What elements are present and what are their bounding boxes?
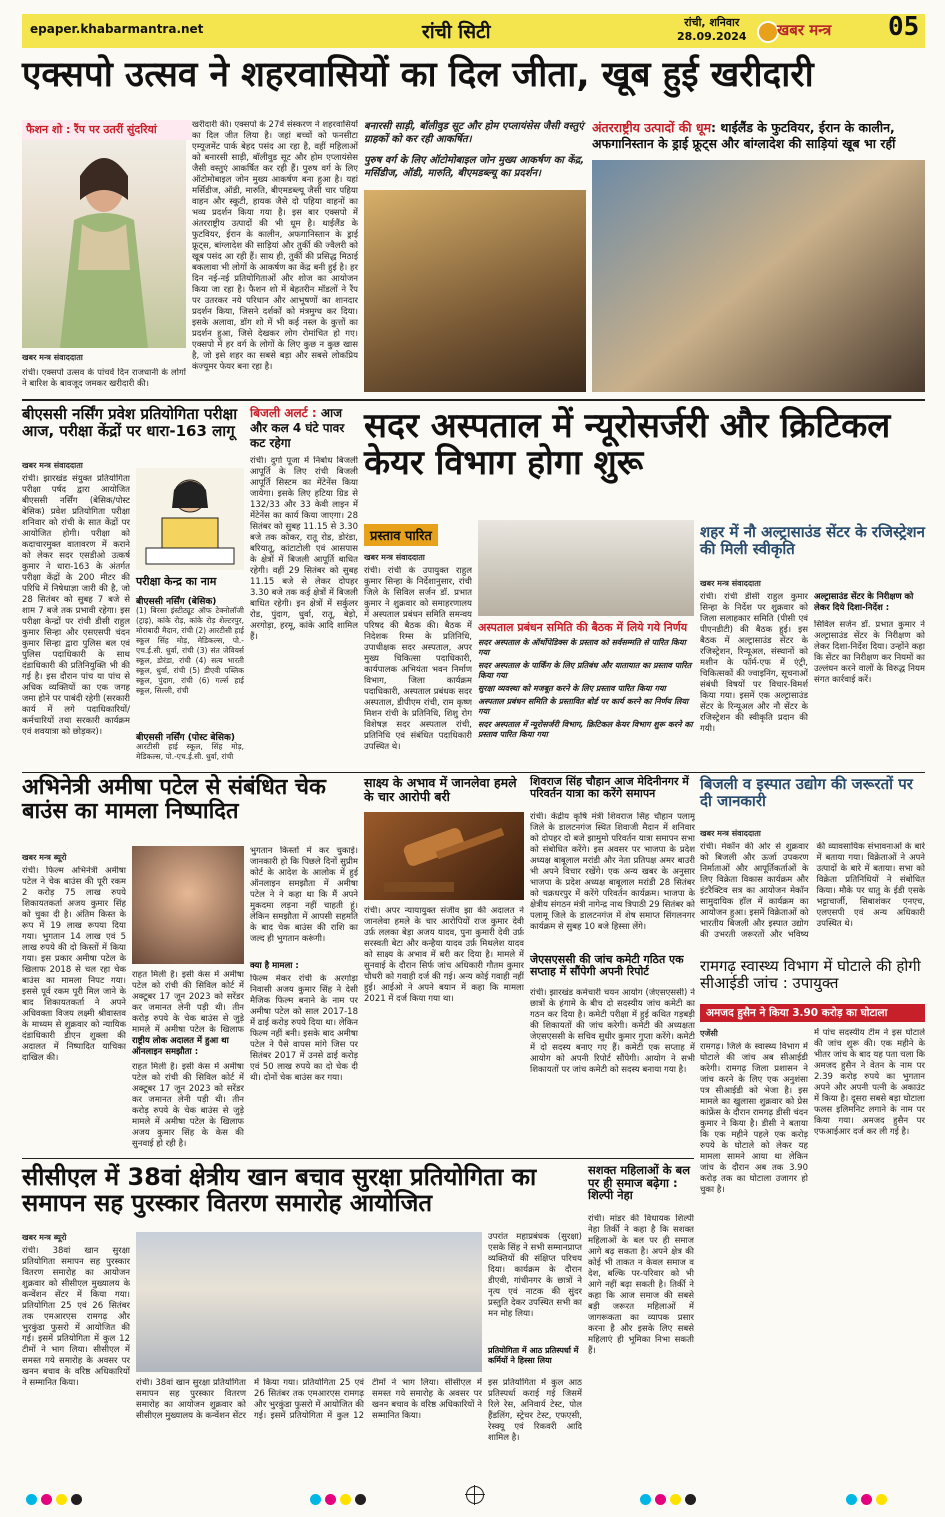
student-writing-icon [136, 468, 244, 570]
nursing-illustration [136, 468, 244, 570]
nursing-basic-title: बीएससी नर्सिंग (बेसिक) [136, 597, 217, 607]
ameesha-body-left3: राहत मिली है। इसी केस में अमीषा पटेल को रांची की सिविल कोर्ट में अक्टूबर 17 जून 2023 को सरेंडर कर जमानत लेनी पड़ी थी। तीन करोड़ रुपये के चेक बाउंस से जुड़े मामले में अमीषा पटेल के खिलाफ अजय कुमार सिंह के केस की सुनवाई हो रही है। [132, 1062, 244, 1149]
black-dot [355, 1494, 366, 1505]
expo-bullet-1: बनारसी साड़ी, बॉलीवुड सूट और होम एप्लायंसेस जैसी वस्तुएं ग्राहकों को कर रही आकर्षित। [364, 121, 584, 145]
ultrasound-subhead: अल्ट्रासाउंड सेंटर के निरीक्षण को लेकर दिये दिशा-निर्देश : [814, 592, 914, 613]
ramgarh-byline: एजेंसी [700, 1029, 718, 1038]
ultrasound-byline: खबर मन्त्र संवाददाता [700, 579, 761, 588]
nursing-post-list: आरटीसी हाई स्कूल, सिंह मोड़, मेडिकल्स, पो.-एच.ई.सी. धुर्वा, रांची [136, 742, 244, 761]
court-headline: साक्ष्य के अभाव में जानलेवा हमले के चार आरोपी बरी [364, 775, 517, 804]
women-headline: सशक्त महिलाओं के बल पर ही समाज बढ़ेगा : शिल्पी नेहा [588, 1163, 691, 1203]
shivraj-headline: शिवराज सिंह चौहान आज मेदिनीनगर में परिवर्तन यात्रा का करेंगे समापन [530, 775, 689, 801]
brand-name: खबर मन्त्र [777, 21, 832, 39]
dateline-date: 28.09.2024 [677, 30, 747, 43]
magenta-dot [41, 1494, 52, 1505]
ultrasound-body-2: सिविल सर्जन डॉ. प्रभात कुमार ने अल्ट्रासाउंड सेंटर के निरीक्षण को लेकर दिशा-निर्देश दिया। उन्होंने कहा कि सेंटर का निरीक्षण कर नियमों का उल्लंघन करने वालों के विरुद्ध नियम संगत कार्रवाई करें। [814, 620, 925, 685]
sadar-byline: खबर मन्त्र संवाददाता [364, 553, 425, 562]
sadar-decision-item: सदर अस्पताल में न्यूरोसर्जरी विभाग, क्रिटिकल केयर विभाग शुरू करने का प्रस्ताव पारित किया गया [478, 720, 693, 739]
brand-logo-icon [757, 21, 779, 43]
gavel-icon [364, 812, 524, 900]
nursing-body: रांची। झारखंड संयुक्त प्रतियोगिता परीक्षा पर्षद द्वारा आयोजित बीएससी नर्सिंग (बेसिक/पोस्ट बेसिक) प्रवेश प्रतियोगिता परीक्षा शनिवार को रांची के सात केंद्रों पर आयोजित होगी। परीक्षा को कदाचारमुक्त वातावरण में कराने को लेकर सदर एसडीओ उत्कर्ष कुमार ने धारा-163 के अंतर्गत परीक्षा केंद्रों के 200 मीटर की परिधि में निषेधाज्ञा जारी की है, जो 28 सितंबर को सुबह 7 बजे से शाम 7 बजे तक प्रभावी रहेगा। इस परीक्षा केन्द्रों पर रांची डीसी राहुल कुमार सिन्हा और एसएसपी चंदन कुमार सिन्हा द्वारा पुलिस बल एवं पुलिस पदाधिकारी के साथ दंडाधिकारी की प्रतिनियुक्ति भी की गई है। इस दौरान पांच या पांच से अधिक व्यक्तियों का एक जगह जमा होने पर पाबंदी रहेगी (सरकारी कार्य में लगे पदाधिकारियों/कर्मचारियों तथा सरकारी कार्यक्रम एवं शवयात्रा को छोड़कर)। [22, 474, 130, 737]
ramgarh-body: रामगढ़। जिले के स्वास्थ्य विभाग में घोटाले की जांच अब सीआईडी करेगी। रामगढ़ जिला प्रशासन ने जांच करने के लिए एक अनुशंसा पत्र सीआईडी को भेजा है। इस मामले का खुलासा शुक्रवार को प्रेस कांफ्रेंस के दौरान रामगढ़ डीसी चंदन कुमार ने किया है। डीसी ने बताया कि एक महीने पहले एक करोड़ रुपये के घोटाले को लेकर यह मामला सामने आया था लेकिन जांच के दौरान अब तक 3.90 करोड़ तक का घोटाला उजागर हो चुका है। [700, 1042, 808, 1195]
masthead-bar [22, 14, 925, 48]
ccl-body: रांची। 38वां खान सुरक्षा प्रतियोगिता समापन सह पुरस्कार वितरण समारोह का आयोजन शुक्रवार को सीसीएल मुख्यालय के कन्वेंशन सेंटर में किया गया। प्रतियोगिता 25 एवं 26 सितंबर तक एमआरएस रामगढ़ और भुरकुंडा फुसरो में आयोजित की गई। इसमें प्रतियोगिता में कुल 12 टीमों ने भाग लिया। सीसीएल में समस्त गये समारोह के अवसर पर खनन बचाव के वरिष्ठ अधिकारियों ने सम्मानित किया। [22, 1246, 130, 1388]
ccl-byline: खबर मन्त्र ब्यूरो [22, 1233, 67, 1242]
page-number: 05 [888, 12, 920, 42]
sadar-decision-item: सदर अस्पताल के ऑर्थोपेडिक्स के प्रस्ताव को सर्वसम्मति से पारित किया गया [478, 638, 686, 657]
sadar-decision-item: सुरक्षा व्यवस्था को मजबूत करने के लिए प्रस्ताव पारित किया गया [478, 684, 666, 693]
sadar-meeting-photo [478, 520, 694, 616]
black-dot [685, 1494, 696, 1505]
color-registration-dots-far-right [846, 1490, 891, 1509]
nursing-headline: बीएससी नर्सिंग प्रवेश प्रतियोगिता परीक्षा आज, परीक्षा केंद्रों पर धारा-163 लागू [22, 405, 238, 440]
expo-bullet-2: पुरुष वर्ग के लिए ऑटोमोबाइल जोन मुख्य आकर्षण का केंद्र, मर्सिडीज, ऑडी, मारुति, बीएमडब्ल्यू का प्रदर्शन। [364, 155, 585, 179]
expo-byline: खबर मन्त्र संवाददाता [22, 353, 83, 362]
ccl-body-2: रांची। 38वां खान सुरक्षा प्रतियोगिता समापन सह पुरस्कार वितरण समारोह का आयोजन शुक्रवार को सीसीएल मुख्यालय के कन्वेंशन सेंटर में किया गया। प्रतियोगिता 25 एवं 26 सितंबर तक एमआरएस रामगढ़ और भुरकुंडा फुसरो में आयोजित की गई। इसमें प्रतियोगिता में कुल 12 टीमों ने भाग लिया। सीसीएल में समस्त गये समारोह के अवसर पर खनन बचाव के वरिष्ठ अधिकारियों ने सम्मानित किया। [136, 1378, 482, 1421]
color-registration-dots-mid [310, 1490, 370, 1509]
ameesha-photo [132, 846, 244, 964]
intl-products-text: : थाईलैंड के फुटवियर, ईरान के कालीन, अफगानिस्तान के ड्राई फ्रूट्स और बांग्लादेश की साड़ियां खूब भा रहीं [592, 120, 896, 151]
ameesha-headline: अभिनेत्री अमीषा पटेल से संबंधित चेक बाउंस का मामला निष्पादित [22, 775, 326, 825]
section-divider [22, 1158, 694, 1159]
yellow-dot [340, 1494, 351, 1505]
ccl-ceremony-photo [136, 1232, 482, 1372]
intl-products-caption [592, 120, 925, 156]
magenta-dot [861, 1494, 872, 1505]
color-registration-dots-left [26, 1490, 86, 1509]
gavel-photo [364, 812, 524, 900]
sadar-headline: सदर अस्पताल में न्यूरोसर्जरी और क्रिटिकल केयर विभाग होगा शुरू [364, 406, 891, 484]
cyan-dot [26, 1494, 37, 1505]
cyan-dot [310, 1494, 321, 1505]
expo-headline: एक्सपो उत्सव ने शहरवासियों का दिल जीता, खूब हुई खरीदारी [22, 55, 814, 95]
dateline [677, 16, 747, 44]
site-url[interactable]: epaper.khabarmantra.net [30, 22, 204, 36]
ameesha-byline: खबर मन्त्र ब्यूरो [22, 853, 67, 862]
yellow-dot [56, 1494, 67, 1505]
court-body: रांची। अपर न्यायायुक्त संजीव झा की अदालत ने जानलेवा हमले के चार आरोपियों राज कुमार देवी उर्फ़ ललका बेड़ा अजय यादव, पुना कुमारी देवी उर्फ़ सरस्वती बेटा और कन्हैया यादव उर्फ़ मिथलेश यादव को साक्ष्य के अभाव में बरी कर दिया है। मामले में सुनवाई के दौरान सिर्फ जांच अधिकारी गौतम कुमार चौधरी को गवाही दर्ज की गई। अन्य कोई गवाही नहीं हुई। आईओ ने अपने बयान में कहा कि मामला 2021 में दर्ज किया गया था। [364, 906, 524, 1004]
steel-headline: बिजली व इस्पात उद्योग की जरूरतों पर दी जानकारी [700, 775, 913, 810]
jssc-headline: जेएसएससी की जांच कमेटी गठित एक सप्ताह में सौंपेगी अपनी रिपोर्ट [530, 953, 684, 979]
ameesha-body-left2: राहत मिली है। इसी केस में अमीषा पटेल को रांची की सिविल कोर्ट में अक्टूबर 17 जून 2023 को सरेंडर कर जमानत लेनी पड़ी थी। तीन करोड़ रुपये के चेक बाउंस से जुड़े मामले में अमीषा पटेल के खिलाफ [132, 970, 244, 1034]
ameesha-subhead-2: राष्ट्रीय लोक अदालत में हुआ था ऑनलाइन समझौता : [132, 1036, 229, 1057]
section-title: रांची सिटी [422, 21, 491, 43]
nursing-centers-title: परीक्षा केन्द्र का नाम [136, 575, 217, 588]
magenta-dot [655, 1494, 666, 1505]
sadar-decisions-list [478, 638, 694, 766]
color-registration-dots-right [640, 1490, 700, 1509]
fashion-show-photo [22, 140, 186, 348]
expo-body: खरीदारी की। एक्सपो के 27वें संस्करण ने शहरवासियों का दिल जीत लिया है। जहां बच्चों को फनसीटा एम्यूजमेंट पार्क बेहद पसंद आ रहा है, वहीं महिलाओं को बनारसी साड़ी, बॉलीवुड सूट और होम एप्लायंसेस जैसी वस्तुएं आकर्षित कर रही हैं। पुरुष वर्ग के लिए ऑटोमोबाइल जोन मुख्य आकर्षण बना हुआ है। यहां मर्सिडीज, ऑडी, मारुति, बीएमडब्ल्यू जैसी चार पहिया वाहन और स्कूटी, हायक जैसे दो पहिया वाहनों का भव्य प्रदर्शन किया गया है। इस बार एक्सपो में अंतरराष्ट्रीय उत्पादों की भी धूम है। थाईलैंड के फुटवियर, ईरान के कालीन, अफगानिस्तान के ड्राई फ्रूट्स, बांग्लादेश की साड़ियां और तुर्की की ज्वैलरी को खूब पसंद आ रही हैं। साथ ही, तुर्की की प्रसिद्ध मिठाई बकलावा भी लोगों के आकर्षण का केंद्र बनी हुई है। हर दिन नई-नई प्रतियोगिताओं और शोज का आयोजन किया जा रहा है। फैशन शो में बेहतरीन मॉडलों ने रैंप पर उतरकर नये परिधान और आभूषणों का शानदार प्रदर्शन किया, जिसने दर्शकों को मंत्रमुग्ध कर दिया। इसके अलावा, डॉग शो में भी कई नस्ल के कुत्तों का प्रदर्शन हुआ, जिसे देखकर लोग रोमांचित हो गए। एक्सपो में हर वर्ग के लोगों के लिए कुछ न कुछ खास है, जो इसे शहर का सबसे बड़ा और सबसे लोकप्रिय कंज्यूमर फेयर बना रहा है। [192, 120, 358, 372]
ultrasound-headline: शहर में नौ अल्ट्रासाउंड सेंटर के रजिस्ट्रेशन की मिली स्वीकृति [700, 523, 925, 558]
nursing-basic-list: (1) बिरसा इंस्टीट्यूट ऑफ टेक्नोलॉजी (ट्राइ), कांके रोड़, कांके रोड़ शेल्टरपुर, मोराबादी मैदान, रांची (2) आरटीसी हाई स्कूल सिंह मोड़, मेडिकल्स, पो.-एच.ई.सी. धुर्वा, रांची (3) संत जेवियर्स स्कूल, डोरंडा, रांची (4) सत्य भारती स्कूल, धुर्वा, रांची (5) डीएवी पब्लिक स्कूल, पुंदाग, रांची (6) गर्ल्स हाई स्कूल, सिल्ली, रांची [136, 606, 244, 695]
expo-intro: रांची। एक्सपो उत्सव के पांचवें दिन राजधानी के लोगों ने बारिश के बावजूद जमकर खरीदारी की। [22, 368, 186, 389]
prastav-tag: प्रस्ताव पारित [364, 524, 438, 546]
section-divider [22, 399, 925, 401]
registration-crosshair-icon [466, 1486, 484, 1504]
ramgarh-red-label: अमजद हुसैन ने किया 3.90 करोड़ का घोटाला [700, 1004, 925, 1022]
dateline-city-day: रांची, शनिवार [684, 16, 740, 29]
sadar-decision-item: अस्पताल प्रबंधन समिति के प्रस्तावित बोर्ड पर कार्य करने का निर्णय लिया गया [478, 697, 689, 716]
nursing-post-title: बीएससी नर्सिंग (पोस्ट बेसिक) [136, 733, 235, 743]
ccl-body-mid2: इस प्रतियोगिता में कुल आठ प्रतिस्पर्धा कराई गई जिसमें रिले रेस, अनिवार्य टेस्ट, पोल हैंडलिंग, स्ट्रेचर टेस्ट, एफएसी, रेस्क्यू एवं रिकवरी आदि शामिल है। [488, 1378, 582, 1443]
nursing-byline: खबर मन्त्र संवाददाता [22, 461, 83, 470]
steel-byline: खबर मन्त्र संवाददाता [700, 829, 761, 838]
ameesha-body: रांची। फिल्म अभिनेत्री अमीषा पटेल ने चेक बाउंस की पूरी रकम 2 करोड़ 75 लाख रुपये शिकायतकर्ता अजय कुमार सिंह को चुका दी है। अंतिम किस्त के रूप में 19 लाख रूपया दिया गया। भुगतान 14 लाख एवं 5 लाख रुपये की दो किस्तों में किया गया। इस प्रकार अमीषा पटेल के खिलाफ 2018 से चल रहा चेक बाउंस का मामला निपट गया। इससे पूर्व रकम पूरी मिल जाने के बाद शिकायतकर्ता ने अपने अधिवक्ता विजय लक्ष्मी श्रीवास्तव के माध्यम से शुक्रवार को न्यायिक दंडाधिकारी डीएन शुक्ला की अदालत में निष्पादित याचिका दाखिल की। [22, 866, 126, 1063]
cyan-dot [640, 1494, 651, 1505]
ramgarh-headline: रामगढ़ स्वास्थ्य विभाग में घोटाले की होगी सीआईडी जांच : उपायुक्त [700, 957, 921, 992]
ccl-subhead: प्रतियोगिता में आठ प्रतिस्पर्धा में कर्मियों ने हिस्सा लिया [488, 1346, 579, 1365]
model-figure-icon [22, 140, 186, 348]
ramgarh-body-right: में पांच सदस्यीय टीम ने इस घोटाले की जांच शुरू की। एक महीने के भीतर जांच के बाद यह पता चला कि अमजद हुसैन ने वेतन के नाम पर 2.39 करोड़ रुपये का भुगतान अपने और अपनी पत्नी के अकाउंट में किया है। दूसरा सबसे बड़ा घोटाला फलस इलिमनिट लगाने के नाम पर किया गया। अमजद हुसैन पर एफआईआर दर्ज कर ली गई है। [814, 1028, 925, 1137]
ultrasound-body: रांची। रांची डीसी राहुल कुमार सिन्हा के निर्देश पर शुक्रवार को जिला सलाहकार समिति (पीसी एवं पीएनडीटी) की बैठक हुई। इस बैठक में अल्ट्रासाउंड सेंटर के रजिस्ट्रेशन, रिन्यूअल, संस्थानों को मशीन के फॉर्म-एफ में एंट्री, चिकित्सकों की ज्वाइनिंग, सूचनाओं संबंधी विषयों पर विचार-विमर्श किया गया। इसमें एक अल्ट्रासाउंड सेंटर के रिन्यूअल और नौ सेंटर के रजिस्ट्रेशन की स्वीकृति प्रदान की गयी। [700, 592, 808, 734]
intl-products-photo [592, 160, 925, 392]
jssc-body: रांची। झारखंड कर्मचारी चयन आयोग (जेएसएससी) ने छात्रों के हंगामे के बीच दो सदस्यीय जांच कमेटी का गठन कर दिया है। कमेटी परीक्षा में हुई कथित गड़बड़ी की शिकायतों की जांच करेगी। कमेटी की अध्यक्षता जेएसएससी के सचिव सुधीर कुमार गुप्ता करेंगे। कमेटी में दो सदस्य बनाए गए हैं। कमेटी एक सप्ताह में आयोग को अपनी रिपोर्ट सौंपेगी। आयोग ने सभी शिकायतों पर जांच कमेटी को सदस्य बनाया गया है। [530, 988, 695, 1075]
section-divider [22, 772, 925, 773]
cyan-dot [846, 1494, 857, 1505]
power-alert-body: रांची। दुर्गा पूजा में निर्बाध बिजली आपूर्ति के लिए रांची बिजली आपूर्ति सिस्टम का मेंटेनेंस किया जायेगा। इसके लिए हटिया ग्रिड से 132/33 और 33 केवी लाइन में मेंटेनेंस का कार्य किया जाएगा। 28 सितंबर को सुबह 11.15 से 3.30 बजे तक कोकर, रातू रोड, डोरंडा, बरियातू, कांटाटोली एवं आसपास के क्षेत्रों में बिजली आपूर्ति बाधित रहेगी। वहीं 29 सितंबर को सुबह 11.15 बजे से लेकर दोपहर 3.30 बजे तक कई क्षेत्रों में बिजली बाधित रहेगी। इन क्षेत्रों में सर्कुलर रोड, पुंदाग, धुर्वा, रातू, बेड़ो, अरगोड़ा, हरमू, कांके आदि शामिल हैं। [250, 456, 358, 642]
sadar-meeting-caption: अस्पताल प्रबंधन समिति की बैठक में लिये गये निर्णय [478, 621, 688, 634]
ameesha-body-right: फिल्म मेकर रांची के अरगोड़ा निवासी अजय कुमार सिंह ने देसी मैजिक फिल्म बनाने के नाम पर अमीषा पटेल को साल 2017-18 में ढाई करोड़ रुपये दिया था। लेकिन फिल्म नहीं बनी। इसके बाद अमीषा पटेल ने पैसे वापस मांगे जिस पर सितंबर 2017 में उनसे ढाई करोड़ एवं 50 लाख रुपये का दो चेक दी थी। दोनों चेक बाउंस कर गया। [250, 974, 358, 1083]
intl-products-label: अंतरराष्ट्रीय उत्पादों की धूम [592, 120, 712, 135]
ccl-body-mid: उपरांत महाप्रबंधक (सुरक्षा) एसके सिंह ने सभी सम्मानप्राप्त व्यक्तियों की संक्षिप्त परिचय दिया। कार्यक्रम के दौरान डीएवी, गांधीनगर के छात्रों ने नृत्य एवं नाटक की सुंदर प्रस्तुति देकर उपस्थित सभी का मन मोह लिया। [488, 1232, 582, 1319]
steel-body: रांची। मेकॉन की ओर से शुक्रवार को बिजली और ऊर्जा उपकरण निर्माताओं और आपूर्तिकर्ताओं के लिए विक्रेता विकास कार्यक्रम और इंटरैक्टिव सत्र का आयोजन मेकॉन सामुदायिक हॉल में कार्यक्रम का आयोजन हुआ। इसमें विक्रेताओं को भारतीय बिजली और इस्पात उद्योग की उभरती जरूरतों और भविष्य की व्यावसायिक संभावनाओं के बारे में बताया गया। विक्रेताओं ने अपने उत्पादों के बारे में बताया। सभा को विक्रेता प्रतिनिधियों ने संबोधित किया। मौके पर धातु के ईडी एसके भट्टाचार्जी, सिबाशंकर एनएच, एलएसपी एवं अन्य अधिकारी उपस्थित थे। [700, 842, 925, 940]
magenta-dot [325, 1494, 336, 1505]
yellow-dot [876, 1494, 887, 1505]
women-body: रांची। मांडर की विधायक शिल्पी नेहा तिर्की ने कहा है कि सशक्त महिलाओं के बल पर ही समाज आगे बढ़ सकता है। अपने क्षेत्र की कोई भी ताकत न केवल समाज व देश, बल्कि पर-परिवार को भी आगे नहीं बढ़ा सकती है। तिर्की ने कहा कि आज समाज की सबसे बड़ी जरूरत महिलाओं में जागरूकता का व्यापक प्रसार करना है और इसके लिए सबसे महिलाएं ही भूमिका निभा सकती हैं। [588, 1214, 694, 1356]
shivraj-body: रांची। केंद्रीय कृषि मंत्री शिवराज सिंह चौहान पलामू जिले के डालटनगंज स्थित शिवाजी मैदान में शनिवार को दोपहर दो बजे झामुमो परिवर्तन यात्रा समापन सभा को संबोधित करेंगे। इस अवसर पर भाजपा के प्रदेश अध्यक्ष बाबूलाल मरांडी और नेता प्रतिपक्ष अमर बाउरी भी अपने विचार रखेंगे। एक अन्य खबर के अनुसार भाजपा के प्रदेश अध्यक्ष बाबूलाल मरांडी 28 सितंबर को चक्रधरपुर में करेंगे परिवर्तन कार्यक्रम। भाजपा के क्षेत्रीय संगठन मंत्री नागेन्द्र नाथ त्रिपाठी 29 सितंबर को पलामू जिले के डालटनगंज में शेष समाप्त सिंगलनगर कार्यक्रम से सुबह 10 बजे हिस्सा लेंगे। [530, 812, 695, 932]
power-alert-label: बिजली अलर्ट : [250, 406, 317, 420]
power-alert-title: आज और कल 4 घंटे पावर कट रहेगा [250, 406, 345, 450]
expo-stall-photo [364, 190, 586, 392]
power-alert-headline [250, 406, 358, 451]
black-dot [71, 1494, 82, 1505]
sadar-decision-item: सदर अस्पताल के पार्किंग के लिए प्रतिबंध और यातायात का प्रस्ताव पारित किया गया [478, 661, 692, 680]
sadar-body: रांची। रांची के उपायुक्त राहुल कुमार सिन्हा के निर्देशानुसार, रांची जिले के सिविल सर्जन डॉ. प्रभात कुमार ने शुक्रवार को समाहरणालय में अस्पताल प्रबंधन समिति समन्वय परिषद की बैठक की। बैठक में निदेशक रिम्स के प्रतिनिधि, उपाधीक्षक सदर अस्पताल, अपर मुख्य चिकित्सा पदाधिकारी, कार्यपालक अभियंता भवन निर्माण विभाग, जिला कार्यक्रम पदाधिकारी, अस्पताल प्रबंधक सदर अस्पताल, डीपीएम रांची, राम कृष्ण मिशन रांची के प्रतिनिधि, शिशु रोग विशेषज्ञ सदर अस्पताल रांची, प्रतिनिधि एवं संबंधित पदाधिकारी उपस्थित थे। [364, 566, 472, 752]
ameesha-subhead-1: क्या है मामला : [250, 961, 299, 971]
ccl-headline: सीसीएल में 38वां क्षेत्रीय खान बचाव सुरक्षा प्रतियोगिता का समापन सह पुरस्कार वितरण समारोह आयोजित [22, 1163, 537, 1218]
yellow-dot [670, 1494, 681, 1505]
ameesha-body-mid: भुगतान किस्तों में कर चुकाई। जानकारी हो कि पिछले दिनों सुप्रीम कोर्ट के आदेश के आलोक में हुई ऑनलाइन समझौता में अमीषा पटेल ने ने कहा था कि मैं अपने मुकदमा लड़ना नहीं चाहती हूं। लेकिन समझौता में आपसी सहमति के बाद चेक बाउंस की राशि का जल्द ही भुगतान करूंगी। [250, 846, 358, 944]
fashion-show-label: फैशन शो : रैंप पर उतरीं सुंदरियां [22, 120, 192, 140]
